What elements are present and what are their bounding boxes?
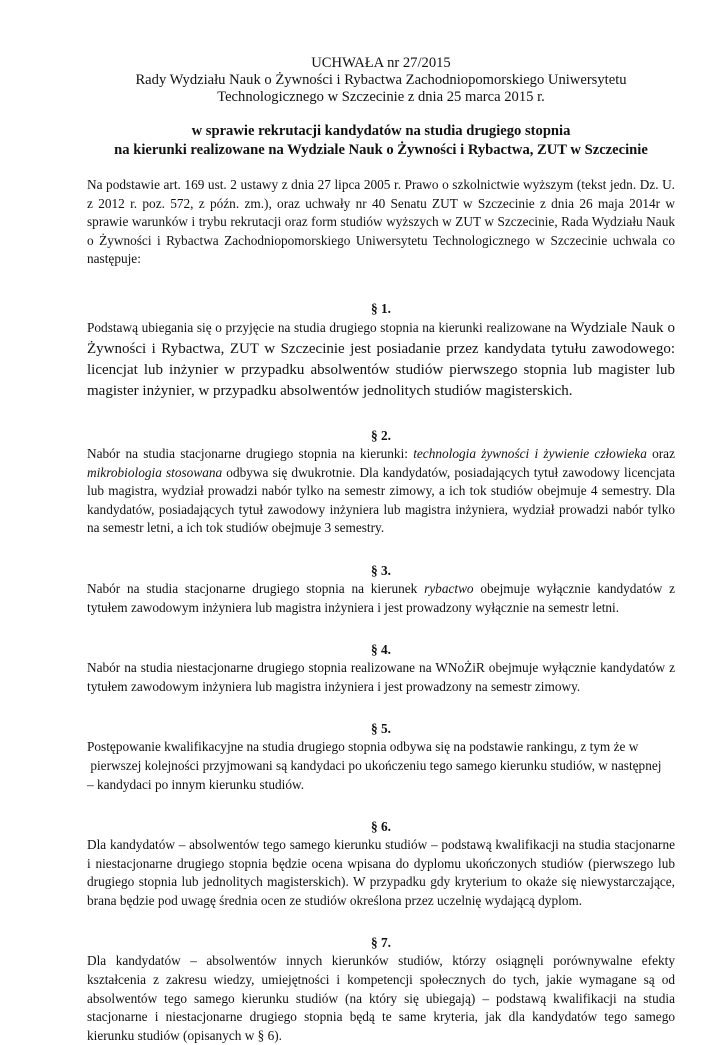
section-7-title: § 7.: [371, 935, 391, 951]
section-2-field-microbiology: mikrobiologia stosowana: [87, 464, 223, 480]
section-4-title: § 4.: [371, 642, 391, 658]
section-1-text-b: Wydziale Nauk o Żywności i Rybactwa, ZUT w Szczecinie jest posiadanie przez kandydata tytułu zawodowego: licencjat lub inżynier w przypadku absolwentów studiów pierwszego stopnia lub magister lub magister inżynier, w przypadku absolwentów jednolitych studiów magisterskich.: [87, 319, 676, 399]
subject-line-1: w sprawie rekrutacji kandydatów na studia drugiego stopnia: [191, 123, 571, 139]
section-5-line-2: pierwszej kolejności przyjmowani są kandydaci po ukończeniu tego samego kierunku studiów, w następnej: [87, 757, 662, 773]
resolution-header: [87, 0, 675, 106]
subject-line-2: na kierunki realizowane na Wydziale Nauk o Żywności i Rybactwa, ZUT w Szczecinie: [114, 142, 648, 158]
section-3-text-a: Nabór na studia stacjonarne drugiego stopnia na kierunek: [87, 580, 425, 596]
section-5-title: § 5.: [371, 721, 391, 737]
section-2-title: § 2.: [371, 427, 391, 443]
section-2-text-b: oraz: [646, 445, 675, 461]
section-1-body: [87, 318, 675, 402]
section-6-body: Dla kandydatów – absolwentów tego samego kierunku studiów – podstawą kwalifikacji na studia stacjonarne i niestacjonarne drugiego stopnia będzie ocena wpisana do dyplomu ukończonych studiów (pierwszego lub drugiego stopnia lub jednolitych magisterskich). W przypadku gdy kryterium to okaże się niewystarczające, brana będzie pod uwagę średnia ocen ze studiów określona przez uczelnię wydającą dyplom.: [87, 837, 675, 908]
section-2-field-food-technology: technologia żywności i żywienie człowieka: [413, 445, 647, 461]
section-6: [87, 818, 675, 910]
section-3: [87, 562, 675, 617]
preamble: Na podstawie art. 169 ust. 2 ustawy z dnia 27 lipca 2005 r. Prawo o szkolnictwie wyższym (tekst jedn. Dz. U. z 2012 r. poz. 572, z późn. zm.), oraz uchwały nr 40 Senatu ZUT w Szczecinie z dnia 26 maja 2014r w sprawie warunków i trybu rekrutacji oraz form studiów wyższych w ZUT w Szczecinie, Rada Wydziału Nauk o Żywności i Rybactwa Zachodniopomorskiego Uniwersytetu Technologicznego w Szczecinie uchwala co następuje:: [87, 177, 675, 267]
section-3-text-b: obejmuje wyłącznie kandydatów z tytułem zawodowym inżyniera lub magistra inżyniera i jest prowadzony wyłącznie na semestr letni.: [87, 580, 675, 615]
section-1-title: § 1.: [371, 300, 391, 316]
section-1-text-a: Podstawą ubiegania się o przyjęcie na studia drugiego stopnia na kierunki realizowane na: [87, 319, 571, 335]
section-5-body: [87, 738, 675, 794]
section-4: [87, 641, 675, 696]
section-2: [87, 427, 675, 538]
section-5: [87, 720, 675, 794]
section-5-line-1: Postępowanie kwalifikacyjne na studia drugiego stopnia odbywa się na podstawie rankingu, z tym że w: [87, 739, 639, 755]
section-7-body: Dla kandydatów – absolwentów innych kierunków studiów, którzy osiągnęli porównywalne efekty kształcenia z zakresu wiedzy, umiejętności i kompetencji społecznych do tych, jakie wymagane są od absolwentów tego samego kierunku studiów (na który się ubiegają) – podstawą kwalifikacji na studia stacjonarne i niestacjonarne drugiego stopnia będą te same kryteria, jak dla kandydatów tego samego kierunku studiów (opisanych w § 6).: [87, 953, 675, 1043]
section-4-body: Nabór na studia niestacjonarne drugiego stopnia realizowane na WNoŻiR obejmuje wyłącznie kandydatów z tytułem zawodowym inżyniera lub magistra inżyniera i jest prowadzony na semestr zimowy.: [87, 660, 675, 694]
section-5-line-3: – kandydaci po innym kierunku studiów.: [87, 776, 305, 792]
section-1: [87, 300, 675, 402]
section-7: [87, 934, 675, 1045]
section-2-text-c: odbywa się dwukrotnie. Dla kandydatów, posiadających tytuł zawodowy licencjata lub magistra, wydział prowadzi nabór tylko na semestr zimowy, a ich tok studiów obejmuje 4 semestry. Dla kandydatów, posiadających tytuł zawodowy inżyniera lub magistra inżyniera, wydział prowadzi nabór tylko na semestr letni, a ich tok studiów obejmuje 3 semestry.: [87, 464, 675, 536]
section-2-body: [87, 445, 675, 538]
section-3-title: § 3.: [371, 562, 391, 578]
section-3-field-fisheries: rybactwo: [424, 580, 474, 596]
resolution-number: UCHWAŁA nr 27/2015: [311, 55, 451, 71]
section-6-title: § 6.: [371, 819, 391, 835]
resolution-date: Technologicznego w Szczecinie z dnia 25 marca 2015 r.: [217, 89, 545, 105]
council-name: Rady Wydziału Nauk o Żywności i Rybactwa Zachodniopomorskiego Uniwersytetu: [135, 72, 627, 88]
resolution-subject: [87, 122, 675, 160]
section-2-text-a: Nabór na studia stacjonarne drugiego stopnia na kierunki:: [87, 445, 414, 461]
section-3-body: [87, 580, 675, 617]
